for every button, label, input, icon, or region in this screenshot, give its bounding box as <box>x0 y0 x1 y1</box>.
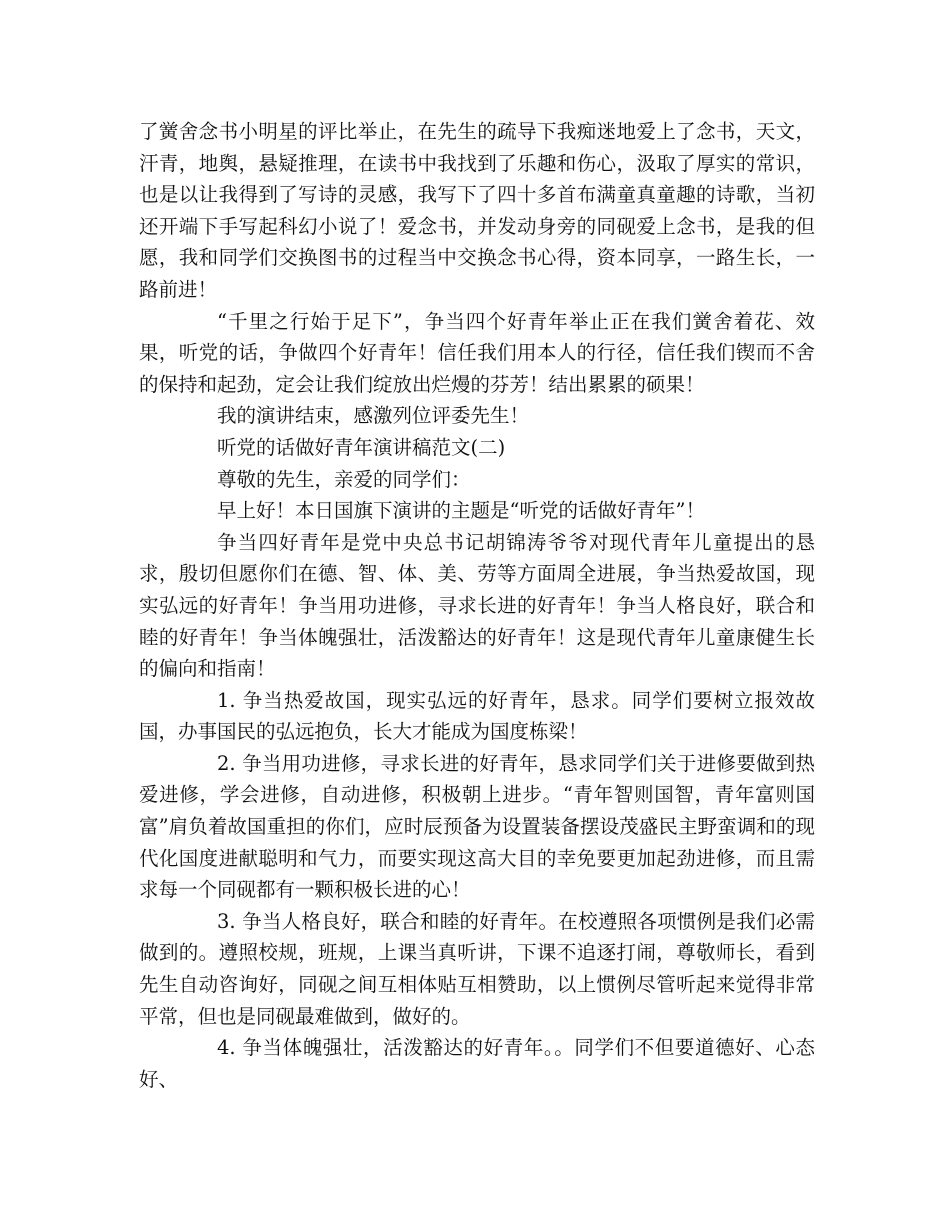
salutation: 尊敬的先生，亲爱的同学们： <box>217 467 471 491</box>
paragraph: 了黉舍念书小明星的评比举止，在先生的疏导下我痴迷地爱上了念书，天文，汗青，地舆，悬疑推理，在读书中我找到了乐趣和伤心，汲取了厚实的常识，也是以让我得到了写诗的灵感，我写下了四十多首布满童真童趣的诗歌，当初还开端下手写起科幻小说了！爱念书，并发动身旁的同砚爱上念书，是我的但愿，我和同学们交换图书的过程当中交换念书心得，资本同享，一路生长，一路前进！ <box>139 120 815 301</box>
section-heading: 听党的话做好青年演讲稿范文(二) <box>217 435 506 459</box>
list-item: 1. 争当热爱故国，现实弘远的好青年，恳求。同学们要树立报效故国，办事国民的弘远抱负，长大才能成为国度栋梁！ <box>139 688 815 744</box>
list-item: 3. 争当人格良好，联合和睦的好青年。在校遵照各项惯例是我们必需做到的。遵照校规，班规，上课当真听讲，下课不追逐打闹，尊敬师长，看到先生自动咨询好，同砚之间互相体贴互相赞助，以上惯例尽管听起来觉得非常平常，但也是同砚最难做到，做好的。 <box>139 909 815 1028</box>
paragraph: “千里之行始于足下”，争当四个好青年举止正在我们黉舍着花、效果，听党的话，争做四个好青年！信任我们用本人的行径，信任我们锲而不舍的保持和起劲，定会让我们绽放出烂熳的芬芳！结出累累的硕果！ <box>139 309 815 396</box>
paragraph: 早上好！本日国旗下演讲的主题是“听党的话做好青年”！ <box>217 499 705 523</box>
speech-text <box>139 116 815 1095</box>
list-item: 4. 争当体魄强壮，活泼豁达的好青年。。同学们不但要道德好、心态好、 <box>139 1036 815 1091</box>
paragraph: 我的演讲结束，感激列位评委先生！ <box>217 404 530 428</box>
paragraph: 争当四好青年是党中央总书记胡锦涛爷爷对现代青年儿童提出的恳求，殷切但愿你们在德、智、体、美、劳等方面周全进展，争当热爱故国，现实弘远的好青年！争当用功进修，寻求长进的好青年！争当人格良好，联合和睦的好青年！争当体魄强壮，活泼豁达的好青年！这是现代青年儿童康健生长的偏向和指南！ <box>139 530 815 681</box>
list-item: 2. 争当用功进修，寻求长进的好青年，恳求同学们关于进修要做到热爱进修，学会进修，自动进修，积极朝上进步。“青年智则国智，青年富则国富”肩负着故国重担的你们，应时辰预备为设置装备摆设茂盛民主野蛮调和的现代化国度进献聪明和气力，而要实现这高大目的幸免要更加起劲进修，而且需求每一个同砚都有一颗积极长进的心！ <box>139 751 815 902</box>
